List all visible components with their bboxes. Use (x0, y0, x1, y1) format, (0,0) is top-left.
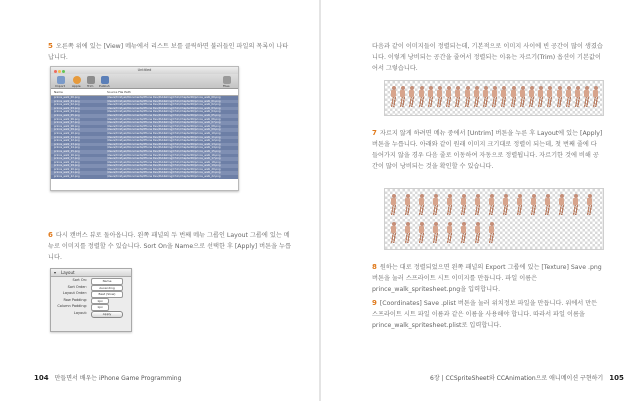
layout-row-sort-on (51, 277, 131, 284)
layout-label: Layout Order: (62, 291, 87, 296)
toolbar-label-trim: Trim (87, 84, 94, 88)
step-9-number: 9 (372, 299, 377, 307)
file-path-cell: /Users/trinityeli/Documents/iPhone Dev/Publishing/Ch11/chapter06/prince_walk_08.png (107, 124, 221, 128)
file-name-cell: prince_walk_02.png (54, 103, 80, 107)
layout-row-column-padding (51, 303, 131, 310)
file-name-cell: prince_walk_09.png (54, 128, 80, 132)
right-footer (430, 373, 624, 382)
file-name-cell: prince_walk_20.png (54, 167, 80, 171)
file-path-cell: /Users/trinityeli/Documents/iPhone Dev/Publishing/Ch11/chapter06/prince_walk_10.png (107, 131, 221, 135)
toolbar-label-import: Import (55, 84, 65, 88)
file-path-cell: /Users/trinityeli/Documents/iPhone Dev/Publishing/Ch11/chapter06/prince_walk_07.png (107, 121, 221, 125)
file-path-cell: /Users/trinityeli/Documents/iPhone Dev/Publishing/Ch11/chapter06/prince_walk_02.png (107, 103, 221, 107)
import-icon[interactable] (57, 76, 65, 84)
file-path-cell: /Users/trinityeli/Documents/iPhone Dev/Publishing/Ch11/chapter06/prince_walk_03.png (107, 106, 221, 110)
close-icon[interactable] (54, 70, 57, 73)
file-path-cell: /Users/trinityeli/Documents/iPhone Dev/Publishing/Ch11/chapter06/prince_walk_21.png (107, 171, 221, 175)
step-9 (372, 298, 604, 331)
minimize-icon[interactable] (58, 70, 61, 73)
file-name-cell: prince_walk_03.png (54, 106, 80, 110)
book-title: 만들면서 배우는 iPhone Game Programming (54, 375, 182, 382)
file-name-cell: prince_walk_18.png (54, 160, 80, 164)
step-8-text: 원하는 대로 정렬되었으면 왼쪽 패널의 Export 그룹에 있는 [Texture] Save .png 버튼을 눌러 스프라이트 시트 이미지를 만듭니다. 파일 이름은 prince_walk_spritesheet.png을 입력합니다. (372, 264, 602, 293)
file-path-cell: /Users/trinityeli/Documents/iPhone Dev/Publishing/Ch11/chapter06/prince_walk_22.png (107, 175, 221, 179)
file-path-cell: /Users/trinityeli/Documents/iPhone Dev/Publishing/Ch11/chapter06/prince_walk_13.png (107, 142, 221, 146)
left-footer (34, 373, 181, 382)
file-name-cell: prince_walk_05.png (54, 113, 80, 117)
file-name-cell: prince_walk_14.png (54, 146, 80, 150)
layout-title-text: Layout (61, 270, 75, 275)
layout-panel (50, 268, 132, 332)
list-header (51, 89, 238, 96)
publish-icon[interactable] (101, 76, 109, 84)
layout-panel-title (51, 269, 131, 277)
step-7 (372, 128, 604, 172)
layout-row-apply (51, 310, 131, 317)
layout-label: Sort Order: (67, 284, 87, 289)
layout-row-layout-order (51, 290, 131, 297)
file-name-cell: prince_walk_08.png (54, 124, 80, 128)
file-name-cell: prince_walk_17.png (54, 157, 80, 161)
file-name-cell: prince_walk_00.png (54, 96, 80, 99)
sort-order-select[interactable]: Ascending (91, 285, 123, 292)
sort-on-select[interactable]: Name (91, 278, 123, 285)
chapter-title: 6장 | CCSpriteSheet와 CCAnimation으로 애니메이션 구현하기 (430, 375, 604, 382)
column-padding-input[interactable]: 1px (91, 304, 109, 311)
file-path-cell: /Users/trinityeli/Documents/iPhone Dev/Publishing/Ch11/chapter06/prince_walk_16.png (107, 153, 221, 157)
toolbar-label-files: Files (223, 84, 230, 88)
file-name-cell: prince_walk_01.png (54, 99, 80, 103)
step-6-number: 6 (48, 231, 53, 239)
layout-row-row-padding (51, 297, 131, 304)
step-7-number: 7 (372, 129, 377, 137)
file-path-cell: /Users/trinityeli/Documents/iPhone Dev/Publishing/Ch11/chapter06/prince_walk_04.png (107, 110, 221, 114)
file-name-cell: prince_walk_10.png (54, 131, 80, 135)
trim-icon[interactable] (87, 76, 95, 84)
zoom-icon[interactable] (62, 70, 65, 73)
step-6 (48, 230, 293, 263)
file-name-cell: prince_walk_13.png (54, 142, 80, 146)
sprite-sheet-trimmed (384, 80, 604, 116)
finder-window (50, 66, 239, 191)
layout-row-sort-order (51, 284, 131, 291)
file-name-cell: prince_walk_11.png (54, 135, 80, 139)
intro-text: 다음과 같이 이미지들이 정렬되는데, 기본적으로 이미지 사이에 빈 공간이 많이 생겼습니다. 이렇게 낭비되는 공간을 줄여서 정렬되는 이유는 자르기(Trim) 옵션이 기본값이어서 그렇습니다. (372, 43, 603, 72)
file-name-cell: prince_walk_15.png (54, 149, 80, 153)
layout-label: Column Padding: (57, 304, 87, 309)
file-path-cell: /Users/trinityeli/Documents/iPhone Dev/Publishing/Ch11/chapter06/prince_walk_17.png (107, 157, 221, 161)
table-row[interactable] (51, 175, 238, 179)
page-number-right: 105 (609, 374, 624, 382)
step-9-text: [Coordinates] Save .plist 버튼을 눌러 위치정보 파일을 만듭니다. 위에서 만든 스프라이트 시트 파일 이름과 같은 이름을 사용해야 합니다. 따라서 파일 이름을 prince_walk_spritesheet.plist로 입력합니다. (372, 300, 598, 329)
file-path-cell: /Users/trinityeli/Documents/iPhone Dev/Publishing/Ch11/chapter06/prince_walk_19.png (107, 164, 221, 168)
step-8-number: 8 (372, 263, 377, 271)
step-5-number: 5 (48, 42, 53, 50)
window-toolbar (51, 74, 238, 89)
file-path-cell: /Users/trinityeli/Documents/iPhone Dev/Publishing/Ch11/chapter06/prince_walk_20.png (107, 167, 221, 171)
file-path-cell: /Users/trinityeli/Documents/iPhone Dev/Publishing/Ch11/chapter06/prince_walk_01.png (107, 99, 221, 103)
step-7-text: 자르지 않게 하려면 메뉴 중에서 [Untrim] 버튼을 누른 후 Layout에 있는 [Apply] 버튼을 누릅니다. 아래와 같이 원래 이미지 크기대로 정렬이 되는데, 첫 번째 줄에 다 들어가지 않을 경우 다음 줄로 이동하여 자동으로 정렬됩니다. 자르기한 것에 비해 공간이 많이 낭비되는 것을 확인할 수 있습니다. (372, 130, 603, 170)
column-header-path[interactable]: Source File Path (107, 90, 131, 94)
step-6-text: 다시 캔버스 뷰로 돌아옵니다. 왼쪽 패널의 두 번째 메뉴 그룹인 Layout 그룹에 있는 메뉴로 이미지를 정렬할 수 있습니다. Sort On을 Name으로 선택한 후 [Apply] 버튼을 누릅니다. (48, 232, 291, 261)
file-list (51, 96, 238, 179)
page-number-left: 104 (34, 374, 49, 382)
apple-icon[interactable] (73, 76, 81, 84)
row-padding-input[interactable]: 1px (91, 298, 109, 305)
step-5-text: 오른쪽 위에 있는 [View] 메뉴에서 리스트 보를 클릭하면 불러들인 파일의 목록이 나타납니다. (48, 43, 289, 61)
file-path-cell: /Users/trinityeli/Documents/iPhone Dev/Publishing/Ch11/chapter06/prince_walk_06.png (107, 117, 221, 121)
apply-button[interactable]: Apply (91, 311, 123, 318)
file-path-cell: /Users/trinityeli/Documents/iPhone Dev/Publishing/Ch11/chapter06/prince_walk_15.png (107, 149, 221, 153)
file-path-cell: /Users/trinityeli/Documents/iPhone Dev/Publishing/Ch11/chapter06/prince_walk_09.png (107, 128, 221, 132)
file-name-cell: prince_walk_06.png (54, 117, 80, 121)
layout-order-select[interactable]: Best (Slow) (91, 291, 123, 298)
disclosure-triangle-icon[interactable]: ▾ (54, 270, 57, 275)
toolbar-label-apple: Apple (72, 84, 81, 88)
intro-paragraph (372, 41, 604, 74)
layout-label: Row Padding: (63, 297, 87, 302)
file-name-cell: prince_walk_12.png (54, 139, 80, 143)
file-name-cell: prince_walk_19.png (54, 164, 80, 168)
file-path-cell: /Users/trinityeli/Documents/iPhone Dev/Publishing/Ch11/chapter06/prince_walk_00.png (107, 96, 221, 99)
page-spine (319, 0, 321, 401)
file-path-cell: /Users/trinityeli/Documents/iPhone Dev/Publishing/Ch11/chapter06/prince_walk_11.png (107, 135, 221, 139)
toolbar-label-publish: Publish (99, 84, 110, 88)
file-name-cell: prince_walk_21.png (54, 171, 80, 175)
layout-label: Layout: (73, 310, 87, 315)
window-title: Untitled (137, 68, 152, 72)
file-path-cell: /Users/trinityeli/Documents/iPhone Dev/Publishing/Ch11/chapter06/prince_walk_05.png (107, 113, 221, 117)
file-name-cell: prince_walk_07.png (54, 121, 80, 125)
file-path-cell: /Users/trinityeli/Documents/iPhone Dev/Publishing/Ch11/chapter06/prince_walk_12.png (107, 139, 221, 143)
files-icon[interactable] (223, 76, 231, 84)
file-path-cell: /Users/trinityeli/Documents/iPhone Dev/Publishing/Ch11/chapter06/prince_walk_18.png (107, 160, 221, 164)
file-path-cell: /Users/trinityeli/Documents/iPhone Dev/Publishing/Ch11/chapter06/prince_walk_14.png (107, 146, 221, 150)
column-header-name[interactable]: Name (54, 90, 63, 94)
layout-label: Sort On: (72, 278, 87, 282)
file-name-cell: prince_walk_16.png (54, 153, 80, 157)
window-titlebar (51, 67, 238, 74)
file-name-cell: prince_walk_04.png (54, 110, 80, 114)
step-5 (48, 41, 293, 63)
file-name-cell: prince_walk_22.png (54, 175, 80, 179)
step-8 (372, 262, 604, 295)
sprite-sheet-untrimmed (384, 188, 604, 250)
